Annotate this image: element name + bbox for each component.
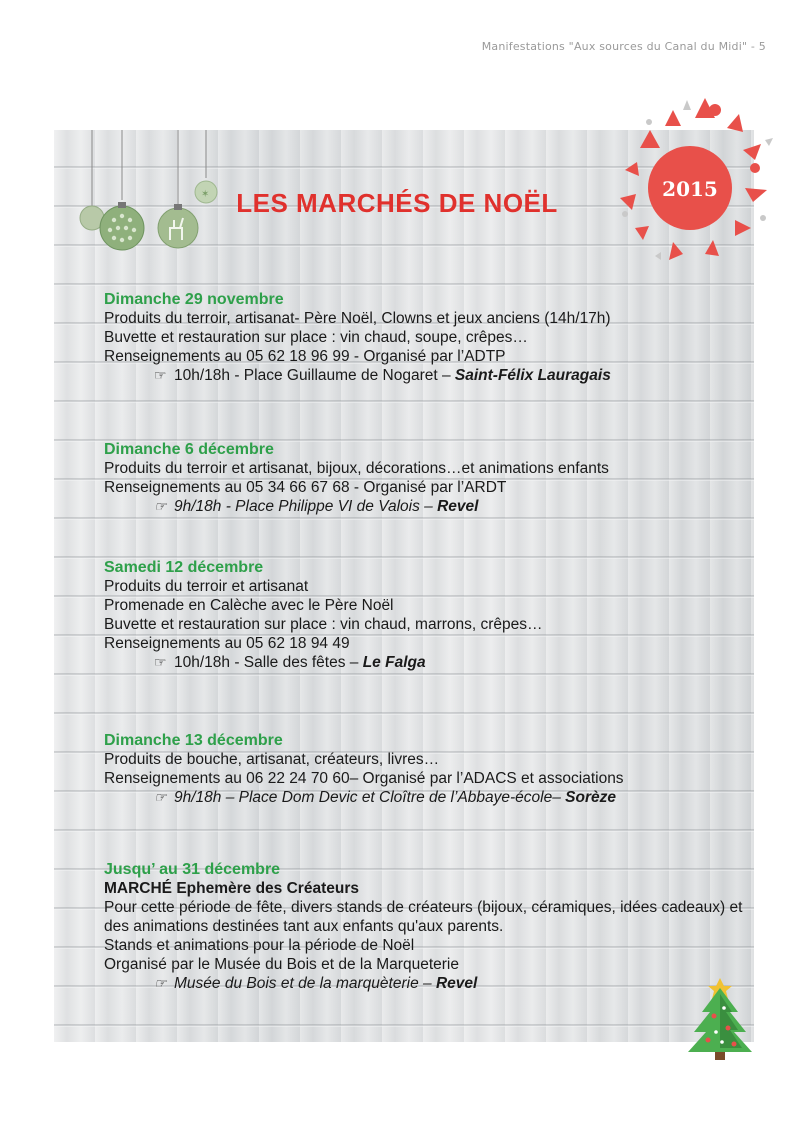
event-location (104, 497, 744, 516)
event-block (104, 731, 744, 807)
event-location (104, 653, 744, 672)
event-town: Saint-Félix Lauragais (454, 367, 611, 384)
hand-pointer-icon: ☞ (154, 789, 167, 805)
event-location (104, 788, 744, 807)
event-line: Renseignements au 06 22 24 70 60– Organisé par l’ADACS et associations (104, 770, 624, 787)
event-line: Produits du terroir et artisanat (104, 578, 309, 595)
christmas-tree-icon (684, 972, 756, 1062)
event-line: Organisé par le Musée du Bois et de la Marqueterie (104, 956, 459, 973)
page-title: LES MARCHÉS DE NOËL (236, 188, 558, 218)
event-line: Renseignements au 05 62 18 94 49 (104, 635, 350, 652)
event-subtitle: MARCHÉ Ephemère des Créateurs (104, 880, 359, 897)
event-time-place: 10h/18h - Salle des fêtes – (174, 654, 363, 671)
event-date: Samedi 12 décembre (104, 559, 264, 576)
event-line: Produits du terroir, artisanat- Père Noël, Clowns et jeux anciens (14h/17h) (104, 310, 611, 327)
event-block (104, 440, 744, 516)
hand-pointer-icon: ☞ (154, 975, 167, 991)
event-town: Revel (435, 975, 478, 992)
event-town: Le Falga (362, 654, 426, 671)
event-town: Sorèze (565, 789, 616, 806)
event-line: Renseignements au 05 62 18 96 99 - Organisé par l’ADTP (104, 348, 506, 365)
event-line: Renseignements au 05 34 66 67 68 - Organisé par l’ARDT (104, 479, 507, 496)
event-block (104, 290, 744, 385)
event-date: Dimanche 6 décembre (104, 441, 274, 458)
event-time-place: Musée du Bois et de la marquèterie – (174, 975, 436, 992)
event-time-place: 9h/18h – Place Dom Devic et Cloître de l’Abbaye-école– (174, 789, 566, 806)
svg-text:✶: ✶ (201, 189, 210, 200)
event-time-place: 9h/18h - Place Philippe VI de Valois – (174, 498, 438, 515)
page-header: Manifestations "Aux sources du Canal du Midi" - 5 (481, 40, 766, 53)
event-location (104, 366, 744, 385)
event-line: Buvette et restauration sur place : vin chaud, marrons, crêpes… (104, 616, 543, 633)
badge-year: 2015 (662, 177, 718, 201)
event-line: Produits du terroir et artisanat, bijoux, décorations…et animations enfants (104, 460, 609, 477)
event-block (104, 860, 744, 993)
event-line: Promenade en Calèche avec le Père Noël (104, 597, 394, 614)
hand-pointer-icon: ☞ (154, 498, 167, 514)
event-date: Dimanche 13 décembre (104, 732, 283, 749)
hand-pointer-icon: ☞ (154, 367, 167, 383)
event-block (104, 558, 744, 672)
event-line: Buvette et restauration sur place : vin chaud, soupe, crêpes… (104, 329, 528, 346)
event-time-place: 10h/18h - Place Guillaume de Nogaret – (174, 367, 455, 384)
event-location (104, 974, 744, 993)
snow-globe-badge-icon (595, 88, 785, 278)
event-town: Revel (437, 498, 479, 515)
hand-pointer-icon: ☞ (154, 654, 167, 670)
event-date: Jusqu’ au 31 décembre (104, 861, 281, 878)
event-date: Dimanche 29 novembre (104, 291, 284, 308)
event-line: Stands et animations pour la période de Noël (104, 937, 415, 954)
event-line: Produits de bouche, artisanat, créateurs, livres… (104, 751, 440, 768)
event-line: Pour cette période de fête, divers stands de créateurs (bijoux, céramiques, idées cadeaux) et des animations destinées tant aux enfants qu'aux parents. (104, 899, 743, 935)
